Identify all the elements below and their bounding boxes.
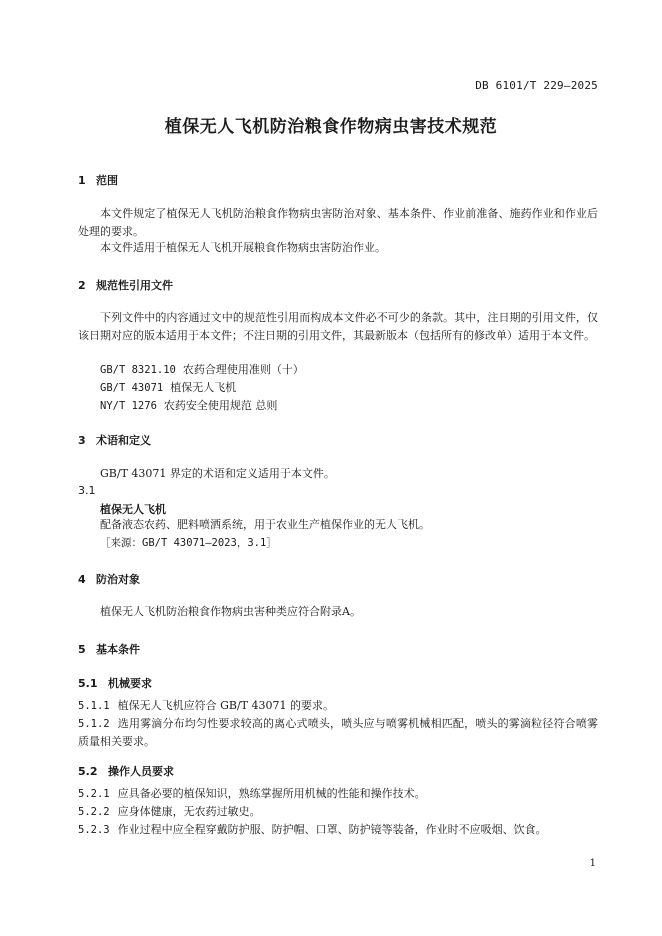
section-4-para: 植保无人飞机防治粮食作物病虫害种类应符合附录A。 (100, 605, 361, 618)
section-3-intro: GB/T 43071 界定的术语和定义适用于本文件。 (100, 467, 335, 480)
subsection-5-2-heading: 5.2 操作人员要求 (78, 765, 174, 778)
section-3-heading: 3 术语和定义 (78, 434, 151, 447)
term-number: 3.1 (78, 484, 96, 497)
term-source: ［来源：GB/T 43071—2023，3.1］ (100, 537, 277, 549)
term-name: 植保无人飞机 (100, 503, 166, 516)
section-4-heading: 4 防治对象 (78, 573, 140, 586)
reference-item: NY/T 1276 农药安全使用规范 总则 (100, 399, 278, 412)
section-2-intro: 下列文件中的内容通过文中的规范性引用而构成本文件必不可少的条款。其中，注日期的引用文件，仅该日期对应的版本适用于本文件；不注日期的引用文件，其最新版本（包括所有的修改单）适用于本文件。 (78, 311, 598, 342)
reference-item: GB/T 43071 植保无人飞机 (100, 381, 237, 394)
clause-5-1-1: 5.1.1 植保无人飞机应符合 GB/T 43071 的要求。 (78, 699, 335, 712)
section-5-heading: 5 基本条件 (78, 643, 140, 656)
section-1-para-2: 本文件适用于植保无人飞机开展粮食作物病虫害防治作业。 (100, 241, 386, 254)
section-2-heading: 2 规范性引用文件 (78, 279, 173, 292)
clause-5-2-2: 5.2.2 应身体健康，无农药过敏史。 (78, 805, 261, 818)
section-1-para-1: 本文件规定了植保无人飞机防治粮食作物病虫害防治对象、基本条件、作业前准备、施药作业和作业后处理的要求。 (78, 207, 598, 238)
document-number: DB 6101/T 229—2025 (475, 79, 598, 92)
term-definition: 配备液态农药、肥料喷洒系统，用于农业生产植保作业的无人飞机。 (100, 518, 430, 531)
reference-item: GB/T 8321.10 农药合理使用准则（十） (100, 363, 304, 376)
section-1-heading: 1 范围 (78, 174, 118, 187)
clause-5-1-2: 5.1.2 选用雾滴分布均匀性要求较高的离心式喷头，喷头应与喷雾机械相匹配，喷头的雾滴粒径符合喷雾质量相关要求。 (78, 717, 598, 748)
page-number: 1 (589, 858, 596, 869)
clause-5-2-1: 5.2.1 应具备必要的植保知识，熟练掌握所用机械的性能和操作技术。 (78, 787, 426, 800)
clause-5-2-3: 5.2.3 作业过程中应全程穿戴防护服、防护帽、口罩、防护镜等装备，作业时不应吸烟、饮食。 (78, 823, 547, 836)
subsection-5-1-heading: 5.1 机械要求 (78, 677, 152, 690)
document-title: 植保无人飞机防治粮食作物病虫害技术规范 (164, 117, 498, 137)
